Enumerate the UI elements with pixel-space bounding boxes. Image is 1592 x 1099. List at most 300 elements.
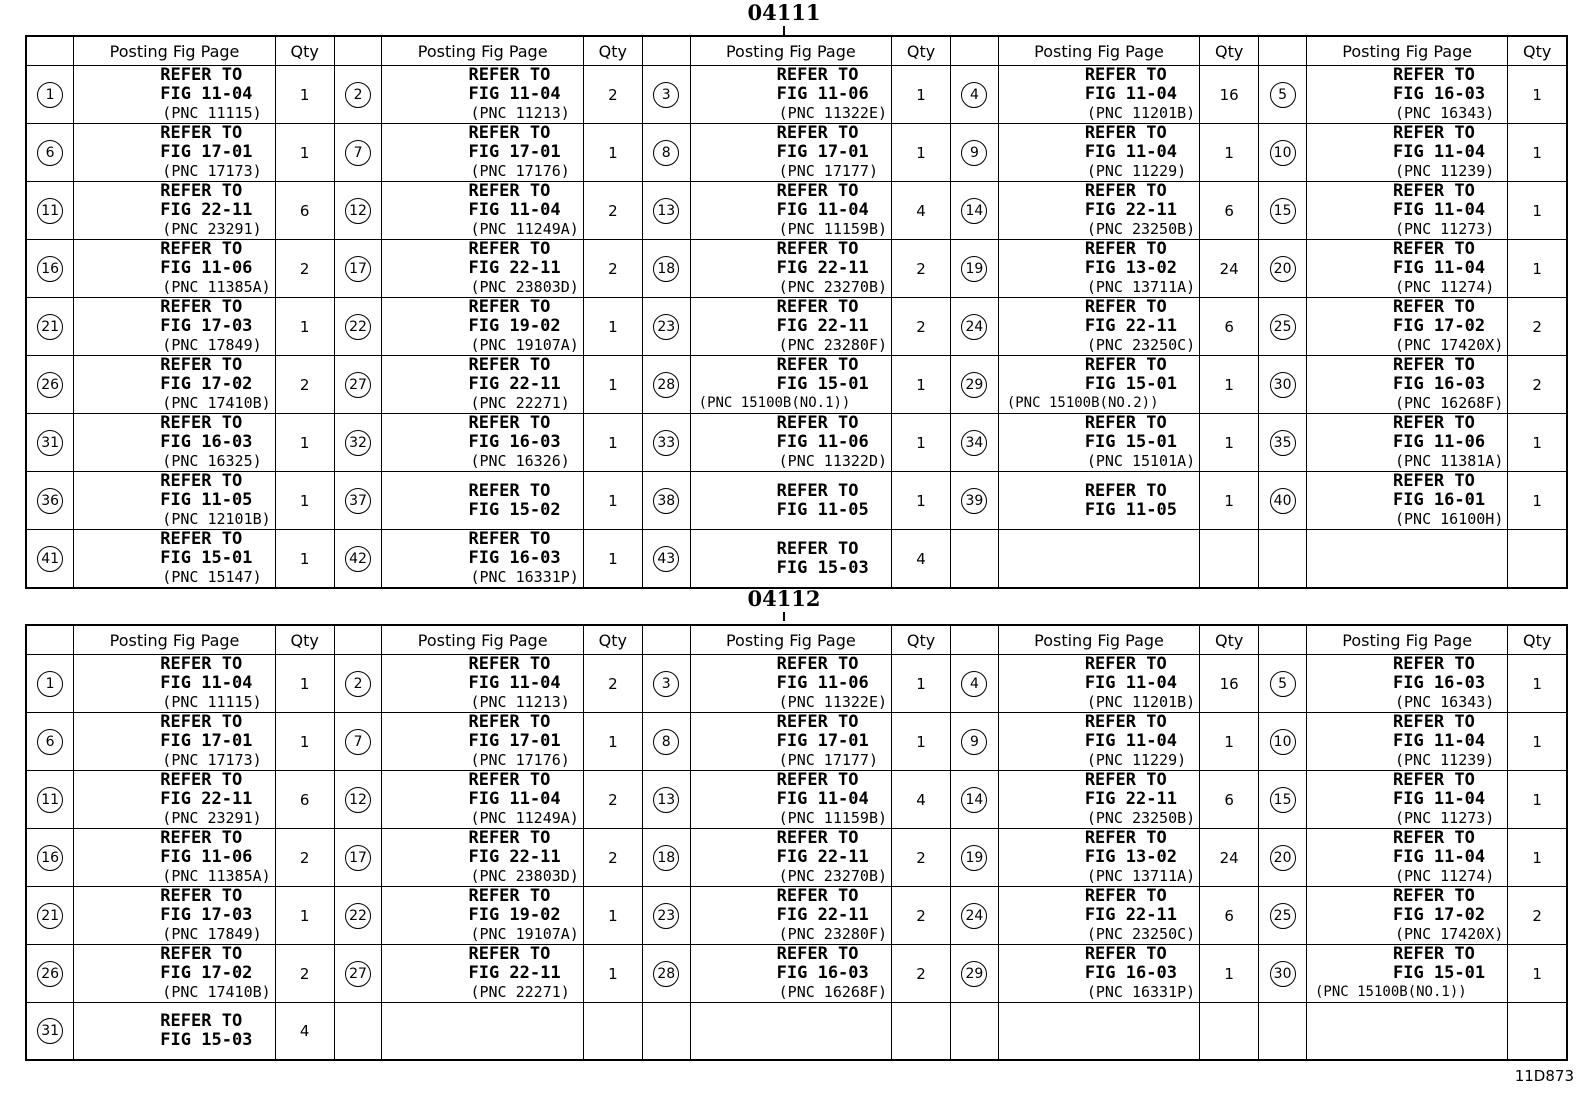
refer-to-text: REFER TO	[160, 471, 243, 491]
pnc-text: (PNC 12101B)	[162, 510, 271, 528]
refer-to-text: REFER TO	[468, 886, 551, 906]
table-row	[26, 182, 1567, 240]
posting-fig-page-cell	[1306, 182, 1507, 240]
item-number-circle: 3	[653, 671, 679, 697]
pnc-text: (PNC 13711A)	[1086, 278, 1196, 296]
item-number-cell	[334, 182, 382, 240]
fig-ref-text: FIG 16-03	[1392, 374, 1486, 394]
posting-fig-page-cell	[1306, 530, 1507, 589]
qty-cell: 1	[1508, 713, 1567, 771]
item-number-cell	[642, 182, 690, 240]
pnc-text: (PNC 15100B(NO.2))	[1006, 395, 1159, 411]
item-number-cell	[26, 66, 74, 124]
fig-ref-text: FIG 15-02	[468, 499, 561, 520]
item-number-circle: 4	[961, 671, 987, 697]
fig-ref-text: FIG 11-06	[776, 673, 869, 693]
refer-to-text: REFER TO	[1392, 355, 1475, 375]
item-number-circle: 24	[961, 903, 987, 929]
fig-ref-text: FIG 11-04	[160, 673, 253, 693]
fig-ref-text: FIG 15-01	[1392, 963, 1486, 983]
fig-ref-text: FIG 11-04	[1084, 673, 1177, 693]
qty-cell: 1	[583, 414, 642, 472]
item-number-cell	[334, 713, 382, 771]
table-row	[26, 414, 1567, 472]
item-number-circle: 40	[1270, 488, 1296, 514]
qty-cell: 1	[583, 713, 642, 771]
refer-to-text: REFER TO	[1392, 471, 1475, 491]
qty-cell: 4	[892, 771, 951, 829]
item-number-cell	[642, 66, 690, 124]
item-number-circle: 5	[1270, 82, 1296, 108]
posting-fig-page-cell	[1306, 771, 1507, 829]
fig-ref-text: FIG 16-03	[1392, 673, 1486, 693]
item-number-circle: 15	[1270, 198, 1296, 224]
item-number-circle: 18	[653, 845, 679, 871]
header-blank-cell	[334, 36, 382, 66]
fig-ref-text: FIG 11-06	[160, 847, 253, 867]
header-qty: Qty	[583, 36, 642, 66]
item-number-circle: 28	[653, 372, 679, 398]
pnc-text: (PNC 11115)	[162, 104, 262, 122]
fig-ref-text: FIG 11-06	[160, 258, 253, 278]
item-number-circle: 14	[961, 787, 987, 813]
refer-to-text: REFER TO	[1392, 413, 1475, 433]
posting-fig-page-cell	[690, 298, 891, 356]
item-number-cell	[951, 414, 999, 472]
pnc-text: (PNC 16268F)	[1394, 394, 1504, 412]
qty-cell: 1	[275, 472, 334, 530]
item-number-cell	[642, 771, 690, 829]
qty-cell: 1	[275, 655, 334, 713]
qty-cell: 2	[583, 66, 642, 124]
item-number-circle: 28	[653, 961, 679, 987]
qty-cell: 1	[1508, 829, 1567, 887]
qty-cell: 2	[583, 240, 642, 298]
item-number-cell	[26, 182, 74, 240]
refer-to-text: REFER TO	[776, 712, 859, 732]
qty-cell: 2	[583, 655, 642, 713]
item-number-circle: 11	[37, 787, 63, 813]
item-number-circle: 13	[653, 787, 679, 813]
item-number-circle: 26	[37, 372, 63, 398]
item-number-cell	[26, 472, 74, 530]
refer-to-text: REFER TO	[1392, 770, 1475, 790]
item-number-circle: 29	[961, 961, 987, 987]
header-blank-cell	[1259, 625, 1307, 655]
posting-fig-page-cell	[690, 356, 891, 414]
qty-cell: 6	[1200, 298, 1259, 356]
item-number-cell	[334, 356, 382, 414]
item-number-circle: 36	[37, 488, 63, 514]
item-number-cell	[1259, 713, 1307, 771]
item-number-circle: 13	[653, 198, 679, 224]
posting-fig-page-cell	[998, 771, 1199, 829]
fig-ref-text: FIG 11-04	[1392, 200, 1486, 220]
pnc-text: (PNC 15101A)	[1086, 452, 1196, 470]
posting-fig-page-cell	[382, 356, 583, 414]
posting-fig-page-cell	[998, 945, 1199, 1003]
pnc-text: (PNC 17420X)	[1394, 336, 1504, 354]
item-number-cell	[951, 530, 999, 589]
refer-to-text: REFER TO	[468, 529, 551, 549]
item-number-cell	[334, 655, 382, 713]
qty-cell: 1	[275, 530, 334, 589]
header-blank-cell	[334, 625, 382, 655]
refer-to-text: REFER TO	[1084, 654, 1167, 674]
item-number-circle: 3	[653, 82, 679, 108]
item-number-cell	[642, 655, 690, 713]
posting-fig-page-cell	[74, 298, 275, 356]
posting-fig-page-cell	[1306, 124, 1507, 182]
pnc-text: (PNC 19107A)	[470, 925, 579, 943]
qty-cell: 2	[275, 356, 334, 414]
item-number-cell	[26, 713, 74, 771]
posting-fig-page-cell	[998, 530, 1199, 589]
fig-ref-text: FIG 15-03	[776, 557, 869, 578]
item-number-cell	[951, 66, 999, 124]
refer-to-text: REFER TO	[1392, 65, 1475, 85]
fig-ref-text: FIG 17-02	[160, 963, 253, 983]
item-number-circle: 15	[1270, 787, 1296, 813]
item-number-circle: 29	[961, 372, 987, 398]
item-number-cell	[1259, 655, 1307, 713]
fig-ref-text: FIG 11-06	[1392, 432, 1486, 452]
item-number-cell	[26, 414, 74, 472]
posting-fig-page-cell	[74, 1003, 275, 1060]
posting-fig-page-cell	[74, 124, 275, 182]
item-number-cell	[951, 124, 999, 182]
refer-to-text: REFER TO	[160, 239, 243, 259]
qty-cell	[1508, 530, 1567, 589]
item-number-cell	[334, 887, 382, 945]
table-row	[26, 829, 1567, 887]
fig-ref-text: FIG 15-03	[160, 1029, 253, 1050]
pnc-text: (PNC 11322D)	[778, 452, 888, 470]
qty-cell: 1	[1508, 182, 1567, 240]
item-number-cell	[334, 414, 382, 472]
posting-fig-page-cell	[690, 655, 891, 713]
item-number-cell	[334, 530, 382, 589]
posting-fig-page-cell	[998, 414, 1199, 472]
pnc-text: (PNC 23291)	[162, 220, 262, 238]
item-number-circle: 30	[1270, 961, 1296, 987]
posting-fig-page-cell	[74, 887, 275, 945]
posting-fig-page-cell	[74, 945, 275, 1003]
qty-cell: 1	[892, 414, 951, 472]
posting-fig-page-cell	[998, 356, 1199, 414]
posting-fig-page-cell	[690, 530, 891, 589]
refer-to-text: REFER TO	[468, 123, 551, 143]
refer-to-text: REFER TO	[776, 886, 859, 906]
posting-fig-page-cell	[382, 945, 583, 1003]
pnc-text: (PNC 11201B)	[1086, 693, 1196, 711]
document-code: 11D873	[1514, 1067, 1574, 1085]
refer-to-text: REFER TO	[1392, 239, 1475, 259]
qty-cell: 1	[275, 887, 334, 945]
qty-cell: 16	[1200, 655, 1259, 713]
posting-fig-page-cell	[998, 655, 1199, 713]
qty-cell: 1	[1200, 945, 1259, 1003]
fig-ref-text: FIG 22-11	[776, 258, 869, 278]
refer-to-text: REFER TO	[468, 770, 551, 790]
table-row	[26, 887, 1567, 945]
fig-ref-text: FIG 11-04	[1392, 789, 1486, 809]
posting-fig-page-cell	[74, 356, 275, 414]
refer-to-text: REFER TO	[1084, 297, 1167, 317]
refer-to-text: REFER TO	[776, 944, 859, 964]
refer-to-text: REFER TO	[1084, 770, 1167, 790]
qty-cell: 6	[275, 771, 334, 829]
item-number-circle: 5	[1270, 671, 1296, 697]
posting-fig-page-cell	[690, 829, 891, 887]
refer-to-text: REFER TO	[468, 297, 551, 317]
item-number-cell	[1259, 530, 1307, 589]
refer-to-text: REFER TO	[1084, 480, 1167, 501]
item-number-circle: 4	[961, 82, 987, 108]
item-number-circle: 19	[961, 256, 987, 282]
item-number-cell	[1259, 124, 1307, 182]
posting-fig-page-cell	[382, 240, 583, 298]
item-number-cell	[334, 771, 382, 829]
refer-to-text: REFER TO	[468, 181, 551, 201]
header-posting-fig-page: Posting Fig Page	[1306, 36, 1507, 66]
table-row	[26, 771, 1567, 829]
pnc-text: (PNC 15147)	[162, 568, 262, 586]
posting-fig-page-cell	[382, 298, 583, 356]
item-number-circle: 43	[653, 546, 679, 572]
posting-fig-page-cell	[998, 829, 1199, 887]
fig-ref-text: FIG 19-02	[468, 316, 561, 336]
posting-fig-page-cell	[998, 298, 1199, 356]
refer-to-text: REFER TO	[160, 529, 243, 549]
posting-fig-page-cell	[382, 771, 583, 829]
item-number-cell	[951, 829, 999, 887]
fig-ref-text: FIG 16-03	[1084, 963, 1177, 983]
pnc-text: (PNC 23250C)	[1086, 925, 1196, 943]
pnc-text: (PNC 17177)	[778, 751, 878, 769]
header-blank-cell	[951, 625, 999, 655]
item-number-cell	[951, 655, 999, 713]
refer-to-text: REFER TO	[160, 413, 243, 433]
fig-ref-text: FIG 17-03	[160, 316, 253, 336]
pnc-text: (PNC 11115)	[162, 693, 262, 711]
posting-fig-page-cell	[382, 472, 583, 530]
pnc-text: (PNC 11213)	[470, 693, 570, 711]
pnc-text: (PNC 23803D)	[470, 278, 579, 296]
refer-to-text: REFER TO	[160, 123, 243, 143]
pnc-text: (PNC 11213)	[470, 104, 570, 122]
pnc-text: (PNC 16326)	[470, 452, 570, 470]
qty-cell: 1	[1508, 472, 1567, 530]
fig-ref-text: FIG 17-01	[776, 142, 869, 162]
pnc-text: (PNC 11239)	[1394, 751, 1495, 769]
pnc-text: (PNC 22271)	[470, 983, 570, 1001]
header-posting-fig-page: Posting Fig Page	[690, 36, 891, 66]
header-row	[26, 36, 1567, 66]
item-number-circle: 8	[653, 140, 679, 166]
fig-ref-text: FIG 11-04	[1392, 142, 1486, 162]
posting-fig-page-cell	[382, 182, 583, 240]
item-number-circle: 20	[1270, 256, 1296, 282]
group-connector	[783, 612, 785, 621]
fig-ref-text: FIG 16-03	[160, 432, 253, 452]
fig-ref-text: FIG 11-04	[1392, 731, 1486, 751]
qty-cell: 4	[275, 1003, 334, 1060]
fig-ref-text: FIG 11-04	[776, 200, 869, 220]
item-number-circle: 20	[1270, 845, 1296, 871]
item-number-circle: 19	[961, 845, 987, 871]
posting-fig-page-cell	[74, 414, 275, 472]
item-number-cell	[951, 472, 999, 530]
header-blank-cell	[26, 625, 74, 655]
pnc-text: (PNC 16343)	[1394, 104, 1495, 122]
item-number-cell	[1259, 829, 1307, 887]
refer-to-text: REFER TO	[468, 65, 551, 85]
pnc-text: (PNC 11273)	[1394, 809, 1495, 827]
item-number-cell	[334, 66, 382, 124]
refer-to-text: REFER TO	[1084, 886, 1167, 906]
refer-to-text: REFER TO	[1084, 413, 1167, 433]
fig-ref-text: FIG 17-01	[776, 731, 869, 751]
qty-cell: 1	[892, 655, 951, 713]
header-posting-fig-page: Posting Fig Page	[1306, 625, 1507, 655]
fig-ref-text: FIG 13-02	[1084, 258, 1177, 278]
refer-to-text: REFER TO	[468, 654, 551, 674]
header-qty: Qty	[1200, 625, 1259, 655]
refer-to-text: REFER TO	[1392, 654, 1475, 674]
posting-fig-page-cell	[1306, 66, 1507, 124]
pnc-text: (PNC 16268F)	[778, 983, 888, 1001]
item-number-circle: 41	[37, 546, 63, 572]
qty-cell: 1	[583, 298, 642, 356]
posting-fig-page-cell	[382, 1003, 583, 1060]
parts-table-04112	[25, 624, 1568, 1061]
item-number-cell	[334, 298, 382, 356]
table-row	[26, 472, 1567, 530]
refer-to-text: REFER TO	[1392, 181, 1475, 201]
qty-cell	[1200, 530, 1259, 589]
posting-fig-page-cell	[74, 472, 275, 530]
fig-ref-text: FIG 15-01	[1084, 432, 1177, 452]
header-posting-fig-page: Posting Fig Page	[690, 625, 891, 655]
posting-fig-page-cell	[690, 240, 891, 298]
item-number-circle: 12	[345, 787, 371, 813]
fig-ref-text: FIG 22-11	[1084, 200, 1177, 220]
pnc-text: (PNC 11274)	[1394, 278, 1495, 296]
refer-to-text: REFER TO	[468, 239, 551, 259]
refer-to-text: REFER TO	[468, 413, 551, 433]
fig-ref-text: FIG 17-02	[1392, 316, 1486, 336]
item-number-cell	[26, 124, 74, 182]
pnc-text: (PNC 16100H)	[1394, 510, 1504, 528]
fig-ref-text: FIG 11-04	[1084, 142, 1177, 162]
fig-ref-text: FIG 16-03	[776, 963, 869, 983]
item-number-cell	[334, 829, 382, 887]
qty-cell: 4	[892, 530, 951, 589]
qty-cell: 6	[1200, 887, 1259, 945]
pnc-text: (PNC 23803D)	[470, 867, 579, 885]
refer-to-text: REFER TO	[160, 712, 243, 732]
pnc-text: (PNC 16343)	[1394, 693, 1495, 711]
item-number-cell	[1259, 945, 1307, 1003]
table-row	[26, 356, 1567, 414]
fig-ref-text: FIG 15-01	[160, 548, 253, 568]
item-number-circle: 8	[653, 729, 679, 755]
qty-cell: 2	[892, 887, 951, 945]
refer-to-text: REFER TO	[1392, 828, 1475, 848]
fig-ref-text: FIG 22-11	[468, 963, 561, 983]
header-blank-cell	[642, 36, 690, 66]
header-qty: Qty	[892, 36, 951, 66]
item-number-circle: 23	[653, 314, 679, 340]
pnc-text: (PNC 23280F)	[778, 336, 888, 354]
refer-to-text: REFER TO	[1392, 297, 1475, 317]
posting-fig-page-cell	[1306, 887, 1507, 945]
pnc-text: (PNC 17420X)	[1394, 925, 1504, 943]
refer-to-text: REFER TO	[1392, 712, 1475, 732]
item-number-cell	[334, 945, 382, 1003]
posting-fig-page-cell	[1306, 1003, 1507, 1060]
qty-cell: 2	[892, 240, 951, 298]
pnc-text: (PNC 17177)	[778, 162, 878, 180]
fig-ref-text: FIG 11-05	[160, 490, 253, 510]
pnc-text: (PNC 17176)	[470, 751, 570, 769]
fig-ref-text: FIG 11-04	[1084, 84, 1177, 104]
fig-ref-text: FIG 11-06	[776, 432, 869, 452]
header-qty: Qty	[1508, 36, 1567, 66]
fig-ref-text: FIG 17-01	[160, 142, 253, 162]
item-number-cell	[1259, 472, 1307, 530]
posting-fig-page-cell	[1306, 414, 1507, 472]
item-number-circle: 22	[345, 903, 371, 929]
item-number-cell	[26, 829, 74, 887]
refer-to-text: REFER TO	[160, 297, 243, 317]
qty-cell: 1	[1508, 240, 1567, 298]
fig-ref-text: FIG 16-03	[468, 432, 561, 452]
posting-fig-page-cell	[690, 414, 891, 472]
fig-ref-text: FIG 16-03	[1392, 84, 1486, 104]
refer-to-text: REFER TO	[776, 65, 859, 85]
refer-to-text: REFER TO	[776, 181, 859, 201]
item-number-cell	[951, 240, 999, 298]
posting-fig-page-cell	[998, 182, 1199, 240]
pnc-text: (PNC 13711A)	[1086, 867, 1196, 885]
posting-fig-page-cell	[998, 240, 1199, 298]
qty-cell: 1	[892, 356, 951, 414]
posting-fig-page-cell	[382, 124, 583, 182]
posting-fig-page-cell	[690, 472, 891, 530]
table-row	[26, 713, 1567, 771]
fig-ref-text: FIG 16-01	[1392, 490, 1486, 510]
pnc-text: (PNC 17173)	[162, 751, 262, 769]
refer-to-text: REFER TO	[160, 828, 243, 848]
item-number-circle: 30	[1270, 372, 1296, 398]
refer-to-text: REFER TO	[468, 355, 551, 375]
item-number-circle: 42	[345, 546, 371, 572]
pnc-text: (PNC 17410B)	[162, 983, 271, 1001]
qty-cell: 1	[1200, 124, 1259, 182]
qty-cell: 6	[275, 182, 334, 240]
qty-cell: 1	[1200, 356, 1259, 414]
item-number-cell	[951, 713, 999, 771]
pnc-text: (PNC 11249A)	[470, 809, 579, 827]
refer-to-text: REFER TO	[160, 355, 243, 375]
item-number-cell	[951, 356, 999, 414]
qty-cell: 1	[275, 414, 334, 472]
item-number-circle: 2	[345, 82, 371, 108]
header-blank-cell	[1259, 36, 1307, 66]
qty-cell: 4	[892, 182, 951, 240]
